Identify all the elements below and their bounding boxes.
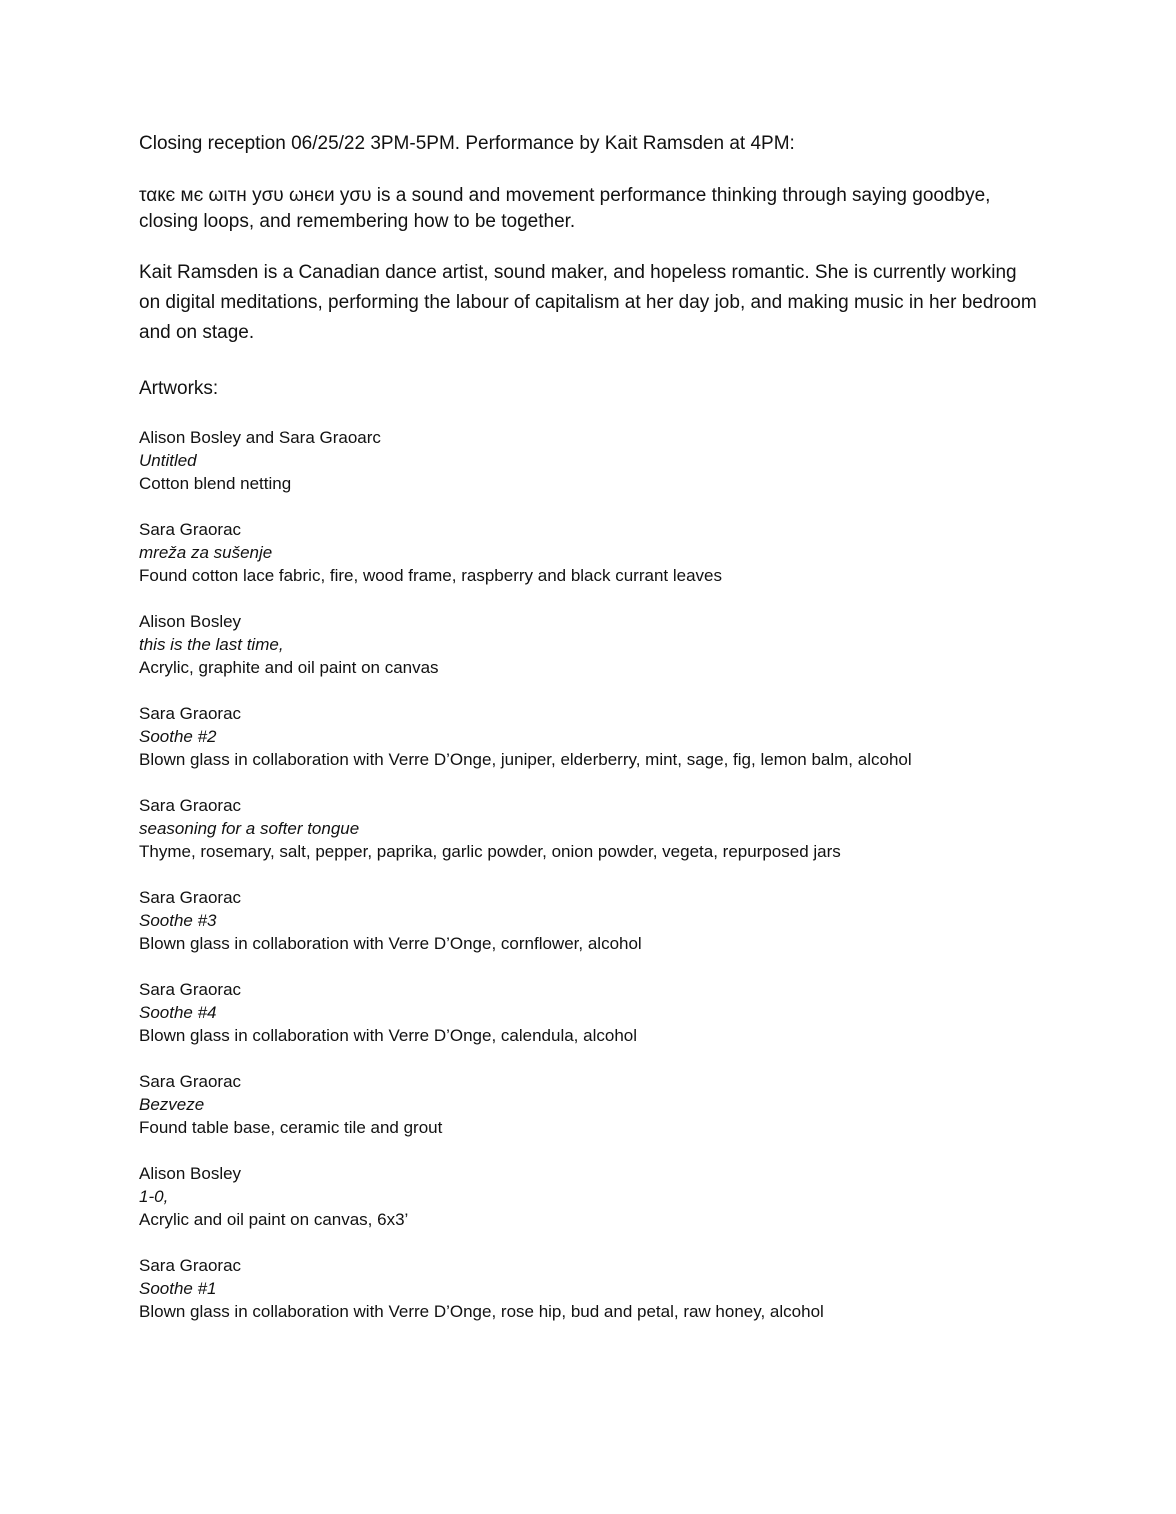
artwork-entry: [139, 1162, 1039, 1231]
artwork-title: this is the last time,: [139, 635, 284, 654]
artwork-title: Bezveze: [139, 1095, 205, 1114]
artwork-entry: [139, 794, 1039, 863]
artwork-artist: Sara Graorac: [139, 980, 242, 999]
artwork-title: Soothe #3: [139, 911, 217, 930]
artwork-artist: Alison Bosley: [139, 1164, 242, 1183]
artwork-title: mreža za sušenje: [139, 543, 273, 562]
artwork-artist: Sara Graorac: [139, 1072, 242, 1091]
artwork-entry: [139, 426, 1039, 495]
artwork-entry: [139, 1254, 1039, 1323]
document-page: [139, 131, 1039, 1346]
artwork-medium: Blown glass in collaboration with Verre D’Onge, juniper, elderberry, mint, sage, fig, lemon balm, alcohol: [139, 750, 912, 769]
performance-description: ταкє мє ωιтн уσυ ωнєи уσυ is a sound and movement performance thinking through saying goodbye, closing loops, and remembering how to be together.: [139, 185, 991, 232]
artwork-title: Soothe #4: [139, 1003, 217, 1022]
artwork-entry: [139, 518, 1039, 587]
artist-bio: Kait Ramsden is a Canadian dance artist, sound maker, and hopeless romantic. She is currently working on digital meditations, performing the labour of capitalism at her day job, and making music in her bedroom and on stage.: [139, 262, 1037, 343]
artwork-medium: Blown glass in collaboration with Verre D’Onge, cornflower, alcohol: [139, 934, 642, 953]
artworks-list: [139, 426, 1039, 1323]
artwork-medium: Blown glass in collaboration with Verre D’Onge, calendula, alcohol: [139, 1026, 638, 1045]
artwork-medium: Cotton blend netting: [139, 474, 292, 493]
artwork-artist: Alison Bosley: [139, 612, 242, 631]
artwork-medium: Thyme, rosemary, salt, pepper, paprika, garlic powder, onion powder, vegeta, repurposed jars: [139, 842, 841, 861]
artwork-artist: Sara Graorac: [139, 520, 242, 539]
artwork-medium: Found cotton lace fabric, fire, wood frame, raspberry and black currant leaves: [139, 566, 723, 585]
artwork-medium: Found table base, ceramic tile and grout: [139, 1118, 443, 1137]
artwork-artist: Sara Graorac: [139, 888, 242, 907]
artwork-artist: Alison Bosley and Sara Graoarc: [139, 428, 381, 447]
artwork-artist: Sara Graorac: [139, 1256, 242, 1275]
artwork-title: 1-0,: [139, 1187, 169, 1206]
artwork-entry: [139, 610, 1039, 679]
artwork-medium: Blown glass in collaboration with Verre D’Onge, rose hip, bud and petal, raw honey, alcohol: [139, 1302, 824, 1321]
artworks-heading: Artworks:: [139, 378, 219, 399]
artwork-artist: Sara Graorac: [139, 704, 242, 723]
artwork-entry: [139, 886, 1039, 955]
artwork-medium: Acrylic and oil paint on canvas, 6x3’: [139, 1210, 409, 1229]
artwork-entry: [139, 978, 1039, 1047]
artwork-medium: Acrylic, graphite and oil paint on canvas: [139, 658, 439, 677]
artwork-entry: [139, 702, 1039, 771]
artwork-title: Soothe #2: [139, 727, 217, 746]
artwork-artist: Sara Graorac: [139, 796, 242, 815]
artwork-title: seasoning for a softer tongue: [139, 819, 360, 838]
artwork-title: Untitled: [139, 451, 197, 470]
artwork-title: Soothe #1: [139, 1279, 217, 1298]
closing-reception-text: Closing reception 06/25/22 3PM-5PM. Performance by Kait Ramsden at 4PM:: [139, 133, 795, 154]
artwork-entry: [139, 1070, 1039, 1139]
